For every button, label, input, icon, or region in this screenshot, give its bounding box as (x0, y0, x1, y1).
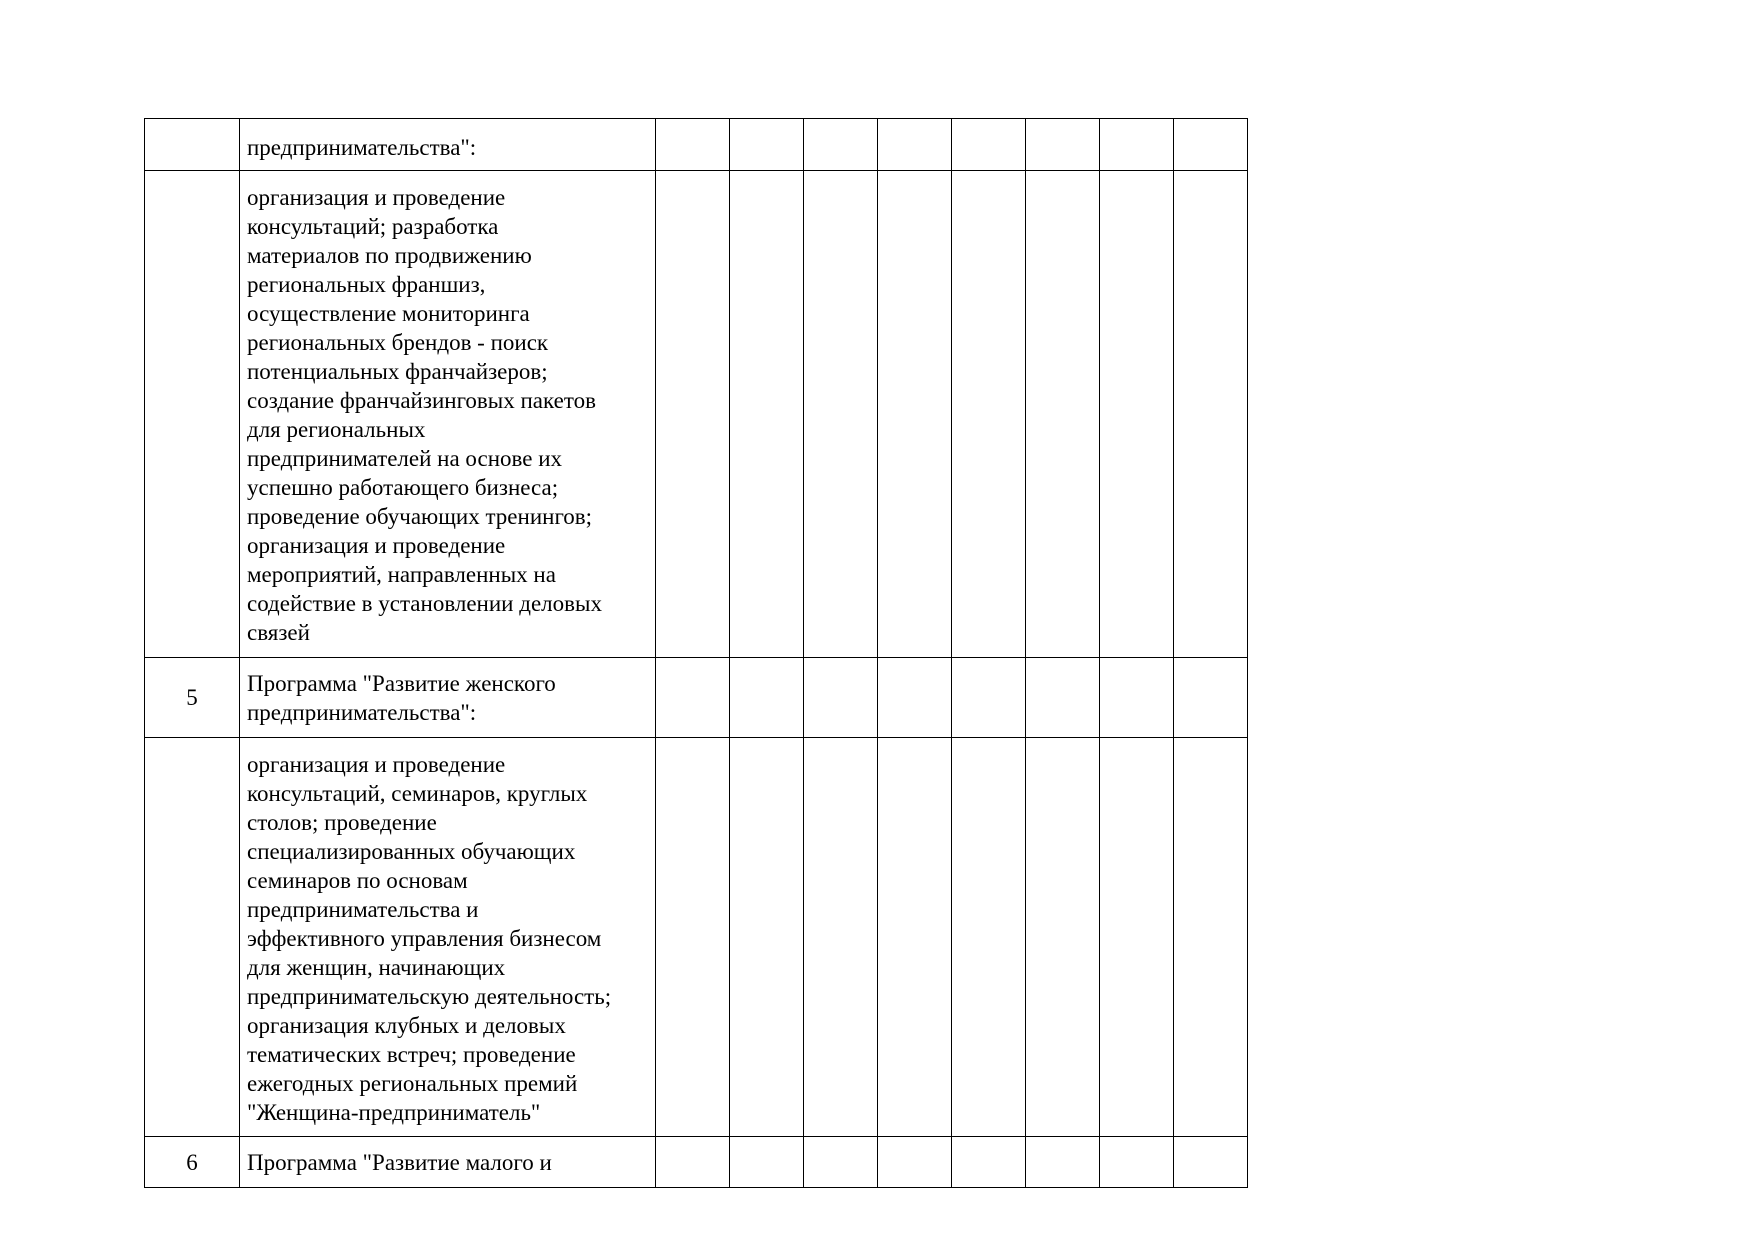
description-line: тематических встреч; проведение (247, 1042, 576, 1067)
empty-value-cell (952, 1137, 1026, 1188)
description-line: специализированных обучающих (247, 839, 576, 864)
description-line: "Женщина-предприниматель" (247, 1100, 541, 1125)
description-line: организация клубных и деловых (247, 1013, 566, 1038)
empty-value-cell (656, 119, 730, 171)
description-line: связей (247, 620, 310, 645)
description-line: создание франчайзинговых пакетов (247, 388, 596, 413)
table-row (145, 1137, 1248, 1188)
description-line: семинаров по основам (247, 868, 468, 893)
empty-value-cell (804, 1137, 878, 1188)
empty-value-cell (730, 171, 804, 658)
description-line: Программа "Развитие женского (247, 671, 556, 696)
empty-value-cell (1174, 119, 1248, 171)
description-line: ежегодных региональных премий (247, 1071, 578, 1096)
empty-value-cell (804, 171, 878, 658)
empty-value-cell (804, 738, 878, 1137)
table-row (145, 171, 1248, 658)
description-line: содействие в установлении деловых (247, 591, 602, 616)
empty-value-cell (1100, 171, 1174, 658)
row-number-cell (145, 171, 240, 658)
description-line: материалов по продвижению (247, 243, 532, 268)
empty-value-cell (1174, 658, 1248, 738)
program-description-cell (240, 1137, 656, 1188)
program-table (144, 118, 1248, 1188)
description-line: организация и проведение (247, 533, 506, 558)
description-line: осуществление мониторинга (247, 301, 530, 326)
empty-value-cell (804, 119, 878, 171)
program-description-cell (240, 658, 656, 738)
description-line: региональных франшиз, (247, 272, 486, 297)
empty-value-cell (656, 1137, 730, 1188)
description-line: предпринимательства и (247, 897, 479, 922)
empty-value-cell (1174, 1137, 1248, 1188)
description-line: организация и проведение (247, 185, 506, 210)
empty-value-cell (1026, 738, 1100, 1137)
empty-value-cell (952, 119, 1026, 171)
table-row (145, 658, 1248, 738)
empty-value-cell (878, 738, 952, 1137)
table-row (145, 738, 1248, 1137)
description-line: предпринимательства": (247, 700, 477, 725)
description-line: проведение обучающих тренингов; (247, 504, 593, 529)
description-line: успешно работающего бизнеса; (247, 475, 559, 500)
empty-value-cell (656, 658, 730, 738)
description-line: региональных брендов - поиск (247, 330, 549, 355)
empty-value-cell (1026, 171, 1100, 658)
empty-value-cell (730, 1137, 804, 1188)
description-line: консультаций, семинаров, круглых (247, 781, 588, 806)
row-number-cell (145, 738, 240, 1137)
table-row (145, 119, 1248, 171)
row-number-cell (145, 119, 240, 171)
empty-value-cell (730, 119, 804, 171)
empty-value-cell (1174, 171, 1248, 658)
program-description-cell (240, 171, 656, 658)
empty-value-cell (1100, 1137, 1174, 1188)
table-body (145, 119, 1248, 1188)
description-line: для женщин, начинающих (247, 955, 506, 980)
empty-value-cell (878, 1137, 952, 1188)
description-line: консультаций; разработка (247, 214, 499, 239)
description-line: мероприятий, направленных на (247, 562, 556, 587)
empty-value-cell (1174, 738, 1248, 1137)
description-line: для региональных (247, 417, 426, 442)
description-line: потенциальных франчайзеров; (247, 359, 548, 384)
empty-value-cell (730, 658, 804, 738)
empty-value-cell (1026, 658, 1100, 738)
description-line: столов; проведение (247, 810, 437, 835)
empty-value-cell (878, 119, 952, 171)
description-line: организация и проведение (247, 752, 506, 777)
empty-value-cell (1026, 1137, 1100, 1188)
empty-value-cell (1026, 119, 1100, 171)
description-line: предпринимательства": (247, 135, 477, 160)
program-description-cell (240, 738, 656, 1137)
empty-value-cell (878, 658, 952, 738)
description-line: предпринимательскую деятельность; (247, 984, 612, 1009)
empty-value-cell (878, 171, 952, 658)
row-number-cell: 6 (145, 1137, 240, 1188)
empty-value-cell (656, 171, 730, 658)
empty-value-cell (1100, 738, 1174, 1137)
empty-value-cell (952, 171, 1026, 658)
empty-value-cell (952, 738, 1026, 1137)
empty-value-cell (730, 738, 804, 1137)
empty-value-cell (1100, 119, 1174, 171)
empty-value-cell (804, 658, 878, 738)
row-number-cell: 5 (145, 658, 240, 738)
empty-value-cell (656, 738, 730, 1137)
description-line: предпринимателей на основе их (247, 446, 563, 471)
empty-value-cell (952, 658, 1026, 738)
program-description-cell (240, 119, 656, 171)
description-line: Программа "Развитие малого и (247, 1150, 552, 1175)
empty-value-cell (1100, 658, 1174, 738)
description-line: эффективного управления бизнесом (247, 926, 602, 951)
